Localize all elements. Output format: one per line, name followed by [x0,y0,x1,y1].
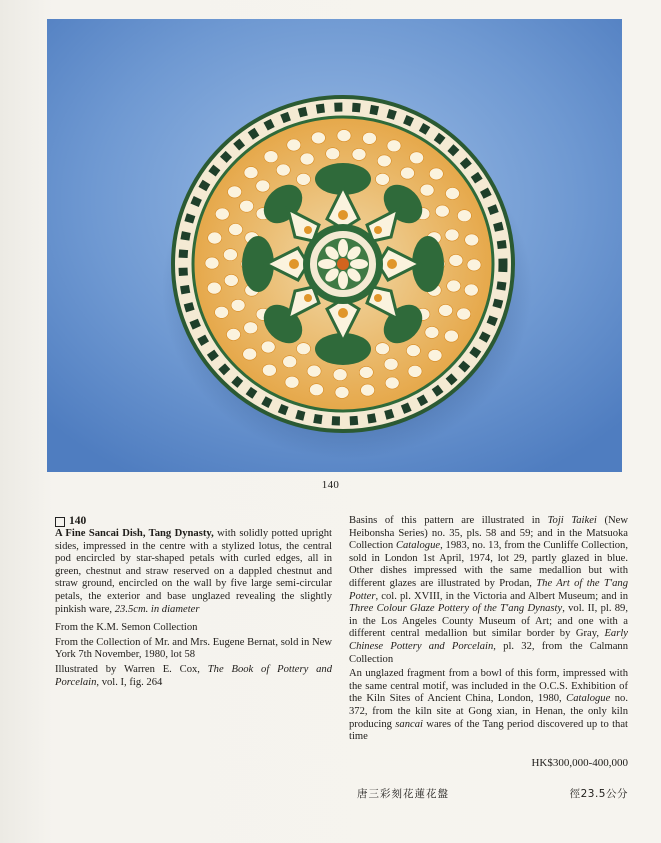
glaze-dot [449,254,463,266]
glaze-dot [361,384,375,396]
glaze-dot [256,180,270,192]
glaze-dot [285,376,299,388]
glaze-dot [410,152,424,164]
dish-photograph [47,19,622,472]
glaze-dot [215,306,229,318]
frag-e: wares of the Tang period discovered up to that time [349,718,628,743]
glaze-dot [262,364,276,376]
lot-description-text: with solidly potted upright sides, impressed in the centre with a stylized lotus, the central pod encircled by star-shaped petals with curled edges, all in green, chestnut and straw reserved on a dappled chestnut and straw ground, encircled on the wall by five large semi-circular petals, the exterior and base unglazed revealing the slightly pinkish ware, [55,528,332,615]
figure-number: 140 [321,479,340,491]
glaze-dot [447,280,461,292]
literature-paragraph [349,515,628,666]
illustrated-reference [55,664,332,689]
glaze-dot [335,386,349,398]
lot-heading [55,515,332,528]
glaze-dot [425,326,439,338]
estimate: HK$300,000-400,000 [531,757,628,769]
glaze-dot [359,366,373,378]
glaze-dot [457,308,471,320]
glaze-dot [276,164,290,176]
glaze-dot [264,151,278,163]
glaze-dot [376,173,390,185]
glaze-dot [231,299,245,311]
illustrated-book: The Book of Pottery and Porcelain [55,663,332,688]
glaze-dot [420,184,434,196]
illustrated-suffix: , vol. I, fig. 264 [96,676,163,688]
glaze-dot [310,384,324,396]
lot-dimension: 23.5cm. in diameter [114,603,200,615]
glaze-dot [311,132,325,144]
glaze-dot [223,249,237,261]
frag-c: no. 372, from the kiln site at Gong xian, in Henan, the only kiln producing [349,693,628,730]
glaze-dot [457,210,471,222]
glaze-dot [326,148,340,160]
glaze-dot [297,173,311,185]
glaze-dot [467,259,481,271]
glaze-dot [261,341,275,353]
glaze-dot [435,205,449,217]
glaze-dot [385,377,399,389]
glaze-dot [229,224,243,236]
glaze-dot [401,167,415,179]
lit-j: Early Chinese Pottery and Porcelain [349,628,628,652]
glaze-dot [384,358,398,370]
glaze-dot [283,356,297,368]
lit-e: , 1983, no. 13, from the Cunliffe Collection, sold in London 1st April, 1974, lot 29, partly glazed in blue. Other dishes impressed with the same medallion but with different glazes are illustrated by Prodan, [349,540,628,589]
glaze-dot [464,284,478,296]
lit-d: Catalogue [395,540,441,552]
right-column [349,515,628,744]
glaze-dot [208,232,222,244]
glaze-dot [429,168,443,180]
provenance-2: From the Collection of Mr. and Mrs. Eugene Bernat, sold in New York 7th November, 1980, lot 58 [55,636,332,661]
glaze-dot [244,322,258,334]
glaze-dot [333,369,347,381]
glaze-dot [307,365,321,377]
lit-c: (New Heibonsha Series) no. 35, pls. 58 and 59; and in the Matsuoka Collection [349,515,629,552]
sancai-dish-illustration [47,19,622,472]
illustrated-prefix: Illustrated by Warren E. Cox, [55,663,208,675]
glaze-dot [406,345,420,357]
checkbox-square-icon [55,517,65,527]
lot-title: A Fine Sancai Dish, Tang Dynasty, [55,528,214,539]
lit-b: Toji Taikei [547,515,597,526]
lit-h: Three Colour Glaze Pottery of the T'ang Dynasty [349,603,563,615]
glaze-dot [287,139,301,151]
glaze-dot [205,257,219,269]
glaze-dot [240,200,254,212]
glaze-dot [363,132,377,144]
lit-i: , vol. II, pl. 89, in the Los Angeles County Museum of Art; and one with a different central medallion but similar border by Gray, [349,603,628,640]
glaze-dot [207,282,221,294]
glaze-dot [243,348,257,360]
glaze-dot [376,343,390,355]
glaze-dot [244,167,258,179]
lit-g: , col. pl. XVIII, in the Victoria and Albert Museum; and in [375,590,628,602]
glaze-dot [444,330,458,342]
lot-description [55,528,332,616]
glaze-dot [300,153,314,165]
glaze-dot [228,186,242,198]
chinese-title: 唐三彩刻花蓮花盤 [357,788,449,800]
glaze-dot [352,148,366,160]
glaze-dot [227,329,241,341]
glaze-dot [297,343,311,355]
lit-f: The Art of the T'ang Potter [349,577,629,602]
glaze-dot [377,155,391,167]
glaze-dot [408,365,422,377]
glaze-dot [445,229,459,241]
glaze-dot [387,140,401,152]
chinese-diameter: 徑23.5公分 [569,788,628,800]
lit-k: , pl. 32, from the Calmann Collection [349,640,628,665]
glaze-dot [215,208,229,220]
frag-a: An unglazed fragment from a bowl of this form, impressed with the same central motif, was included in the O.C.S. Exhibition of the Kiln Sites of Ancient China, London, 1980, [349,668,628,705]
fragment-paragraph [349,668,628,744]
glaze-dot [428,349,442,361]
lit-a: Basins of this pattern are illustrated in [349,515,548,526]
glaze-dot [465,234,479,246]
glaze-dot [337,130,351,142]
provenance-1: From the K.M. Semon Collection [55,622,198,634]
left-column [55,515,332,689]
frag-b: Catalogue [566,693,611,705]
glaze-dot [439,304,453,316]
lot-number: 140 [69,515,87,527]
glaze-dot [446,188,460,200]
glaze-dot [224,274,238,286]
frag-d: sancai [395,718,423,730]
